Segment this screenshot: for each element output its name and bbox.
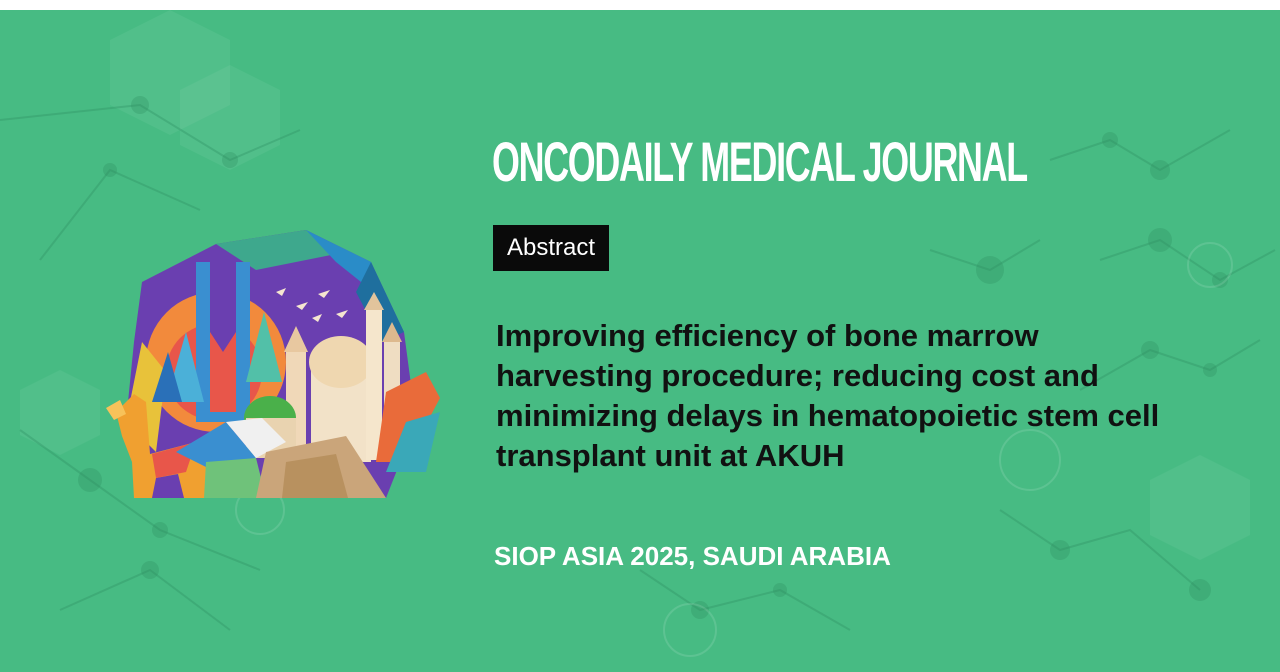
oncodaily-banner (0, 10, 1280, 672)
journal-name: ONCODAILY MEDICAL JOURNAL (492, 130, 1027, 193)
article-title: Improving efficiency of bone marrow harvesting procedure; reducing cost and minimizing delays in hematopoietic stem cell transplant unit at AKUH (496, 318, 1160, 473)
event-label: SIOP ASIA 2025, SAUDI ARABIA (494, 541, 891, 571)
saudi-skyline-paper-art (86, 222, 440, 498)
abstract-badge: Abstract (493, 225, 609, 271)
